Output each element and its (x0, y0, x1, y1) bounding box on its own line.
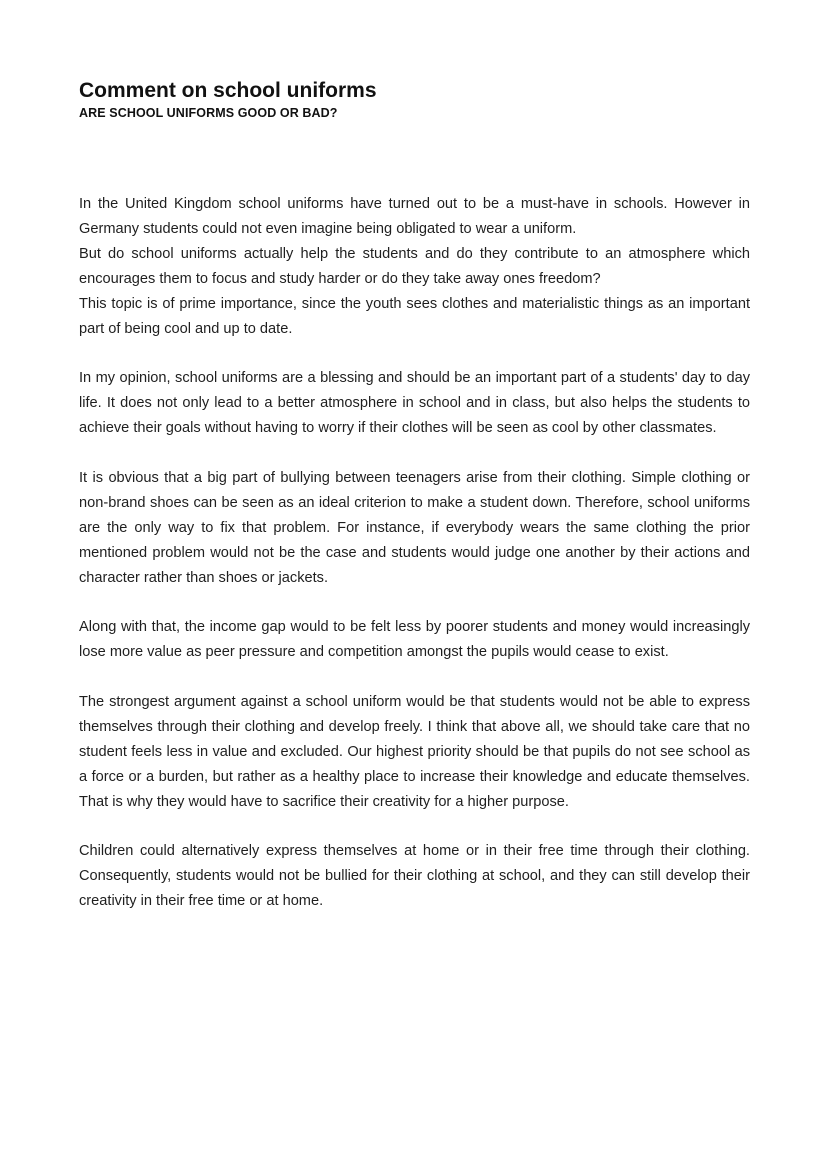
document-subtitle: ARE SCHOOL UNIFORMS GOOD OR BAD? (79, 106, 338, 120)
opinion-paragraph: In my opinion, school uniforms are a blessing and should be an important part of a students' day to day life. It does not only lead to a better atmosphere in school and in class, but also helps the students to achieve their goals without having to worry if their clothes will be seen as cool by other classmates. (79, 370, 750, 437)
intro-paragraph (79, 192, 750, 341)
intro-line: This topic is of prime importance, since the youth sees clothes and materialistic things as an important part of being cool and up to date. (79, 295, 750, 337)
intro-line: But do school uniforms actually help the students and do they contribute to an atmosphere which encourages them to focus and study harder or do they take away ones freedom? (79, 245, 750, 287)
counterargument-paragraph: The strongest argument against a school uniform would be that students would not be able to express themselves through their clothing and develop freely. I think that above all, we should take care that no student feels less in value and excluded. Our highest priority should be that pupils do not see school as a force or a burden, but rather as a healthy place to increase their knowledge and educate themselves. That is why they would have to sacrifice their creativity for a higher purpose. (79, 694, 750, 810)
conclusion-paragraph: Children could alternatively express themselves at home or in their free time through their clothing. Consequently, students would not be bullied for their clothing at school, and they can still develop their creativity in their free time or at home. (79, 843, 750, 910)
document-page (79, 78, 750, 939)
document-title: Comment on school uniforms (79, 79, 377, 102)
bullying-paragraph: It is obvious that a big part of bullying between teenagers arise from their clothing. Simple clothing or non-brand shoes can be seen as an ideal criterion to make a student down. Therefore, school uniforms are the only way to fix that problem. For instance, if everybody wears the same clothing the prior mentioned problem would not be the case and students would judge one another by their actions and character rather than shoes or jackets. (79, 469, 750, 586)
income-gap-paragraph: Along with that, the income gap would to be felt less by poorer students and money would increasingly lose more value as peer pressure and competition amongst the pupils would cease to exist. (79, 619, 750, 661)
intro-line: In the United Kingdom school uniforms have turned out to be a must-have in schools. However in Germany students could not even imagine being obligated to wear a uniform. (79, 196, 750, 237)
document-body (79, 192, 750, 914)
